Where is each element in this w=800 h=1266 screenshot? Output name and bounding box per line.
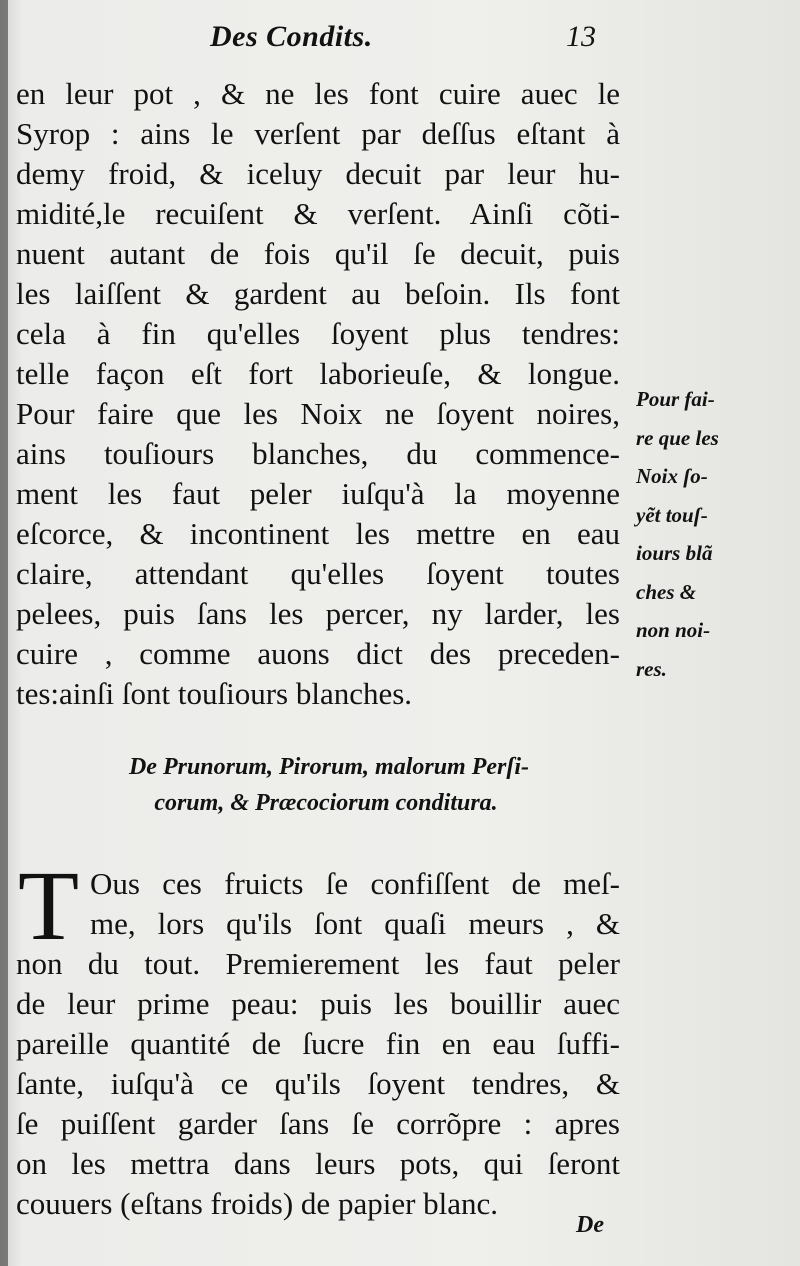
text-line: telle façon eſt fort laborieuſe, & longue.: [16, 356, 620, 391]
margin-note-line: yẽt touſ-: [636, 502, 708, 527]
text-line: couuers (eſtans froids) de papier blanc.: [16, 1186, 499, 1221]
text-line: les laiſſent & gardent au beſoin. Ils font: [16, 276, 620, 311]
catchword: De: [576, 1212, 604, 1238]
text-line: non du tout. Premierement les faut peler: [16, 946, 620, 981]
page-number: 13: [566, 20, 596, 53]
text-line: demy froid, & iceluy decuit par leur hu-: [16, 156, 620, 191]
text-line: on les mettra dans leurs pots, qui ſeront: [16, 1146, 620, 1181]
running-head: Des Condits.: [210, 20, 373, 53]
text-line: Syrop : ains le verſent par deſſus eſtant à: [16, 116, 620, 151]
text-line: ains touſiours blanches, du commence-: [16, 436, 620, 471]
text-line: ment les faut peler iuſqu'à la moyenne: [16, 476, 620, 511]
margin-note-line: non noi-: [636, 618, 711, 642]
text-line: pareille quantité de ſucre fin en eau ſuffi-: [16, 1026, 620, 1061]
drop-cap-initial: T: [18, 850, 80, 961]
text-line: en leur pot , & ne les font cuire auec le: [16, 76, 620, 111]
margin-note-line: re que les: [636, 425, 719, 450]
text-line: claire, attendant qu'elles ſoyent toutes: [16, 556, 620, 591]
margin-note-line: Noix ſo-: [636, 464, 708, 488]
margin-note-line: iours blã: [636, 541, 713, 565]
text-line: midité,le recuiſent & verſent. Ainſi cõti-: [16, 196, 620, 231]
margin-note-line: ches &: [636, 579, 697, 604]
margin-note: [636, 380, 786, 688]
margin-note-line: res.: [636, 656, 667, 681]
page-gutter-shadow: [0, 0, 8, 1266]
text-line: Ous ces fruicts ſe confiſſent de meſ-: [90, 866, 620, 901]
text-line: ſe puiſſent garder ſans ſe corrõpre : apres: [16, 1106, 620, 1141]
text-line: cela à fin qu'elles ſoyent plus tendres:: [16, 316, 620, 351]
text-line: cuire , comme auons dict des preceden-: [16, 636, 620, 671]
text-line: pelees, puis ſans les percer, ny larder, les: [16, 596, 620, 631]
text-line: tes:ainſi ſont touſiours blanches.: [16, 676, 413, 711]
section-heading: De Prunorum, Pirorum, malorum Perſi-: [128, 754, 530, 780]
section-heading-continued: corum, & Præcociorum conditura.: [154, 790, 498, 816]
text-line: nuent autant de fois qu'il ſe decuit, puis: [16, 236, 620, 271]
text-line: ſante, iuſqu'à ce qu'ils ſoyent tendres, &: [16, 1066, 620, 1101]
text-line: me, lors qu'ils ſont quaſi meurs , &: [90, 906, 620, 941]
text-line: Pour faire que les Noix ne ſoyent noires,: [16, 396, 620, 431]
margin-note-line: Pour fai-: [636, 387, 715, 411]
text-line: eſcorce, & incontinent les mettre en eau: [16, 516, 620, 551]
text-line: de leur prime peau: puis les bouillir auec: [16, 986, 620, 1021]
